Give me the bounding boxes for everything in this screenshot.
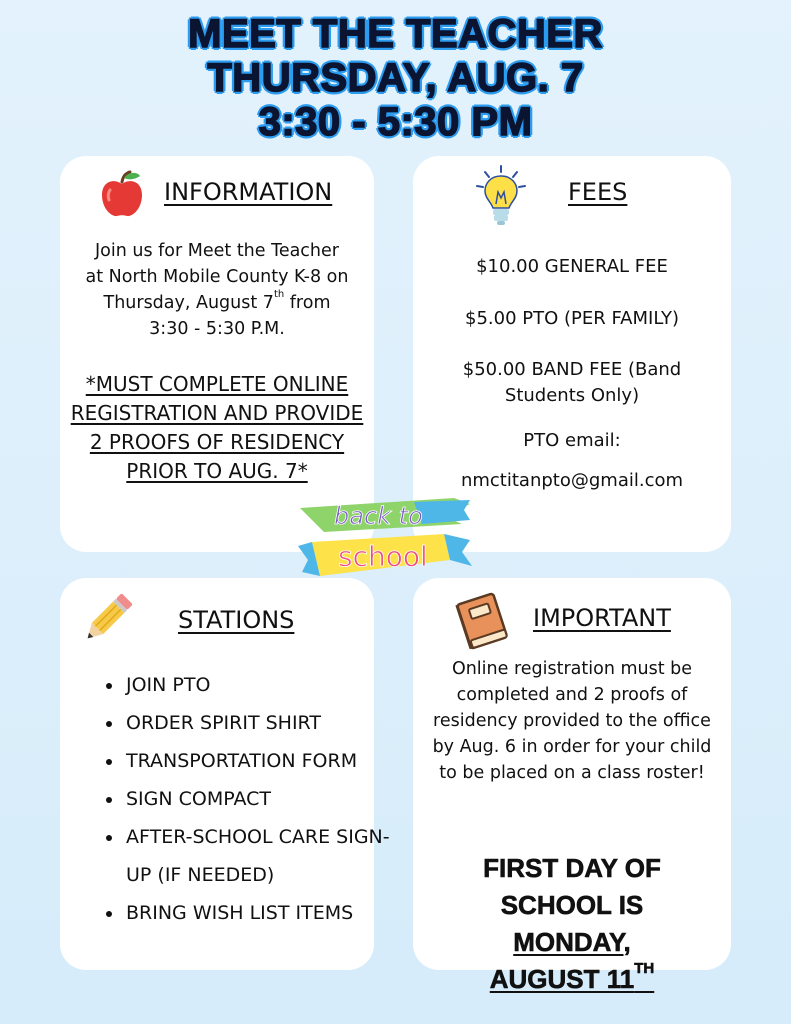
information-card bbox=[60, 156, 374, 552]
information-date: Thursday, August 7 bbox=[103, 293, 274, 313]
important-line: Online registration must be bbox=[451, 659, 693, 679]
lightbulb-icon bbox=[473, 164, 529, 230]
badge-text-back-to: back to bbox=[334, 502, 423, 530]
general-fee: $10.00 GENERAL FEE bbox=[476, 256, 668, 277]
list-item: • TRANSPORTATION FORM bbox=[124, 742, 414, 780]
warning-line: PRIOR TO AUG. 7* bbox=[126, 459, 308, 483]
fees-title: FEES bbox=[568, 178, 628, 206]
band-fee-line: $50.00 BAND FEE (Band bbox=[462, 359, 682, 380]
warning-line: REGISTRATION AND PROVIDE bbox=[70, 401, 364, 425]
first-day-line: SCHOOL IS bbox=[500, 890, 644, 920]
information-line: at North Mobile County K-8 on bbox=[85, 267, 349, 287]
important-notice bbox=[413, 656, 731, 786]
fees-card bbox=[413, 156, 731, 552]
first-day-weekday: MONDAY bbox=[513, 927, 624, 957]
first-day-date-text: AUGUST 11 bbox=[489, 964, 635, 994]
information-from: from bbox=[284, 293, 331, 313]
header-date: THURSDAY, AUG. 7 bbox=[207, 56, 584, 100]
registration-warning bbox=[60, 370, 374, 486]
list-item: • JOIN PTO bbox=[124, 666, 414, 704]
stations-title: STATIONS bbox=[178, 606, 295, 634]
information-line: Join us for Meet the Teacher bbox=[94, 241, 339, 261]
header-time: 3:30 - 5:30 PM bbox=[258, 100, 533, 144]
first-day-date-suffix: TH bbox=[634, 960, 655, 977]
pencil-icon bbox=[78, 592, 134, 648]
first-day-line bbox=[413, 924, 731, 961]
list-item: • AFTER-SCHOOL CARE SIGN-UP (IF NEEDED) bbox=[124, 818, 414, 894]
list-item: • BRING WISH LIST ITEMS bbox=[124, 894, 414, 932]
back-to-school-badge bbox=[294, 494, 476, 588]
stations-list bbox=[88, 666, 414, 932]
information-date-suffix: th bbox=[273, 289, 285, 300]
pto-email[interactable]: nmctitanpto@gmail.com bbox=[460, 470, 684, 491]
important-title: IMPORTANT bbox=[533, 604, 671, 632]
apple-icon bbox=[96, 168, 148, 220]
page-header bbox=[0, 12, 791, 144]
list-item: • ORDER SPIRIT SHIRT bbox=[124, 704, 414, 742]
warning-line: 2 PROOFS OF RESIDENCY bbox=[89, 430, 345, 454]
information-line bbox=[60, 290, 374, 316]
warning-line: *MUST COMPLETE ONLINE bbox=[85, 372, 349, 396]
important-card bbox=[413, 578, 731, 994]
first-day-line bbox=[413, 961, 731, 998]
first-day-date bbox=[489, 960, 655, 994]
badge-text-school: school bbox=[338, 540, 428, 573]
important-line: by Aug. 6 in order for your child bbox=[432, 737, 712, 757]
stations-card bbox=[60, 578, 390, 970]
important-line: completed and 2 proofs of bbox=[456, 685, 688, 705]
header-title: MEET THE TEACHER bbox=[188, 12, 603, 56]
band-fee bbox=[413, 357, 731, 409]
first-day-comma: , bbox=[623, 927, 631, 957]
book-icon bbox=[451, 590, 513, 652]
pto-email-label: PTO email: bbox=[523, 430, 621, 451]
pto-fee: $5.00 PTO (PER FAMILY) bbox=[465, 308, 679, 329]
information-body bbox=[60, 238, 374, 342]
information-line: 3:30 - 5:30 P.M. bbox=[149, 319, 285, 339]
first-day-line: FIRST DAY OF bbox=[483, 853, 661, 883]
important-line: to be placed on a class roster! bbox=[439, 763, 705, 783]
information-title: INFORMATION bbox=[164, 178, 333, 206]
important-line: residency provided to the office bbox=[433, 711, 711, 731]
first-day-announcement bbox=[413, 850, 731, 998]
list-item: • SIGN COMPACT bbox=[124, 780, 414, 818]
band-fee-line: Students Only) bbox=[504, 385, 640, 406]
